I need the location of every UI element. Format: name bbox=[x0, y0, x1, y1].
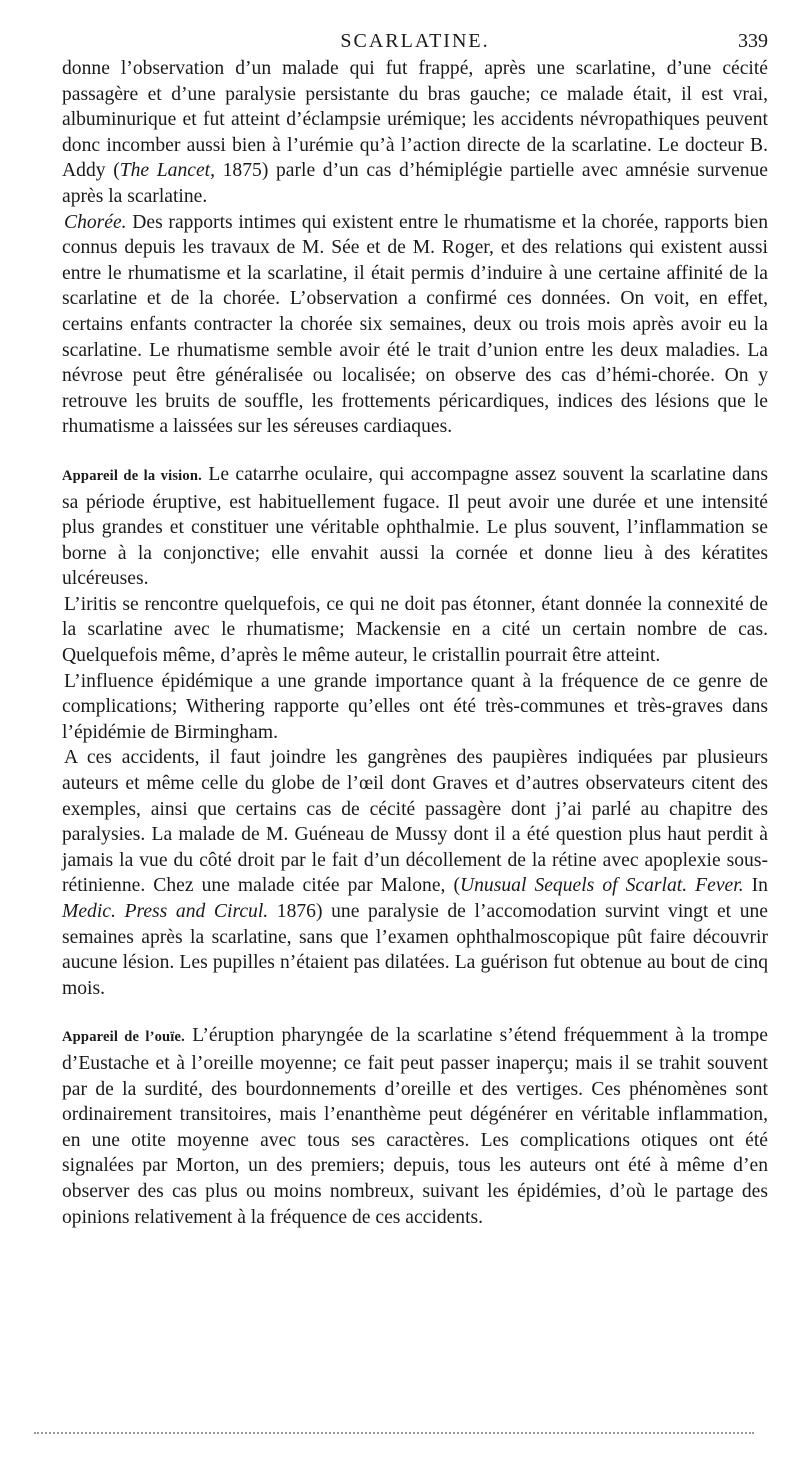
footer-divider bbox=[34, 1432, 754, 1434]
accidents-text-end: 1876) une paralysie de l’accomodation survint vingt et une semaines après la scarlatine, sans que l’examen ophthalmoscopique pût faire découvrir aucune lésion. Les pupilles n’étaient pas dilatées. La guérison fut obtenue au bout de cinq mois. bbox=[62, 901, 768, 999]
page-number: 339 bbox=[738, 30, 768, 52]
paragraph-1-text-end: 1875) parle d’un cas d’hémiplégie partielle avec amnésie survenue après la scarlatine. bbox=[62, 160, 768, 207]
paragraph-iritis: L’iritis se rencontre quelquefois, ce qui ne doit pas étonner, étant donnée la connexité de la scarlatine avec le rhumatisme; Mackensie en a cité un certain nombre de cas. Quelquefois même, d’après le même auteur, le cristallin pourrait être atteint. bbox=[62, 593, 768, 667]
ouie-text: L’éruption pharyngée de la scarlatine s’étend fréquemment à la trompe d’Eustache et à l’oreille moyenne; ce fait peut passer inaperçu; mais il se trahit souvent par de la surdité, des bourdonnements d’oreille et des vertiges. Ces phénomènes sont ordinairement transitoires, mais l’enanthème peut dégénérer en véritable inflammation, en une otite moyenne avec tous ses caractères. Les complications otiques ont été signalées par Morton, un des premiers; depuis, tous les auteurs ont été à même d’en observer des cas plus ou moins nombreux, suivant les épidémies, d’où le partage des opinions relativement à la fréquence de ces accidents. bbox=[62, 1025, 768, 1228]
section-gap bbox=[62, 440, 768, 462]
vision-heading: Appareil de la vision. bbox=[62, 467, 202, 484]
paragraph-ouie bbox=[62, 1023, 768, 1230]
paragraph-influence: L’influence épidémique a une grande importance quant à la fréquence de ce genre de complications; Withering rapporte qu’elles ont été très-communes et très-graves dans l’épidémie de Birmingham. bbox=[62, 670, 768, 743]
paragraph-vision bbox=[62, 462, 768, 592]
accidents-citation-journal: Medic. Press and Circul. bbox=[62, 901, 269, 922]
accidents-text: A ces accidents, il faut joindre les gangrènes des paupières indiquées par plusieurs auteurs et même celle du globe de l’œil dont Graves et d’autres observateurs citent des exemples, ainsi que certains cas de cécité passagère dont j’ai parlé au chapitre des paralysies. La malade de M. Guéneau de Mussy dont il a été question plus haut perdit à jamais la vue du côté droit par le fait d’un décollement de la rétine avec apoplexie sous-rétinienne. Chez une malade citée par Malone, ( bbox=[62, 747, 768, 897]
choree-text: Des rapports intimes qui existent entre le rhumatisme et la chorée, rapports bien connus depuis les travaux de M. Sée et de M. Roger, et des relations qui existent aussi entre le rhumatisme et la scarlatine, il était permis d’induire à une certaine affinité de la scarlatine et de la chorée. L’observation a confirmé ces données. On voit, en effet, certains enfants contracter la chorée six semaines, deux ou trois mois après avoir eu la scarlatine. Le rhumatisme semble avoir été le trait d’union entre les deux maladies. La névrose peut être généralisée ou localisée; on observe des cas d’hémi-chorée. On y retrouve les bruits de souffle, les frottements péricardiques, indices des lésions que le rhumatisme a laissées sur les séreuses cardiaques. bbox=[62, 211, 768, 438]
paragraph-choree bbox=[62, 210, 768, 440]
paragraph-1-citation: The Lancet, bbox=[119, 160, 215, 182]
paragraph-1-text: donne l’observation d’un malade qui fut frappé, après une scarlatine, d’une cécité passagère et d’une paralysie persistante du bras gauche; ce malade était, il est vrai, albuminurique et fut atteint d’éclampsie urémique; les accidents névropathiques peuvent donc incomber aussi bien à l’urémie qu’à l’action directe de la scarlatine. Le docteur B. Addy ( bbox=[62, 58, 768, 182]
running-header bbox=[62, 0, 768, 56]
choree-lead: Chorée. bbox=[64, 211, 127, 233]
paragraph-accidents bbox=[62, 745, 768, 1001]
book-page bbox=[62, 0, 768, 1230]
accidents-citation-title: Unusual Sequels of Scarlat. Fever. bbox=[459, 875, 744, 897]
running-title: SCARLATINE. bbox=[340, 30, 490, 52]
section-gap bbox=[62, 1001, 768, 1023]
paragraph-1 bbox=[62, 56, 768, 210]
accidents-text-mid: In bbox=[743, 875, 768, 897]
vision-text: Le catarrhe oculaire, qui accompagne assez souvent la scarlatine dans sa période éruptive, est habituellement fugace. Il peut avoir une durée et une intensité plus grandes et constituer une véritable ophthalmie. Le plus souvent, l’inflammation se borne à la conjonctive; elle envahit aussi la cornée et donne lieu à des kératites ulcéreuses. bbox=[62, 463, 768, 590]
ouie-heading: Appareil de l’ouïe. bbox=[62, 1029, 185, 1046]
